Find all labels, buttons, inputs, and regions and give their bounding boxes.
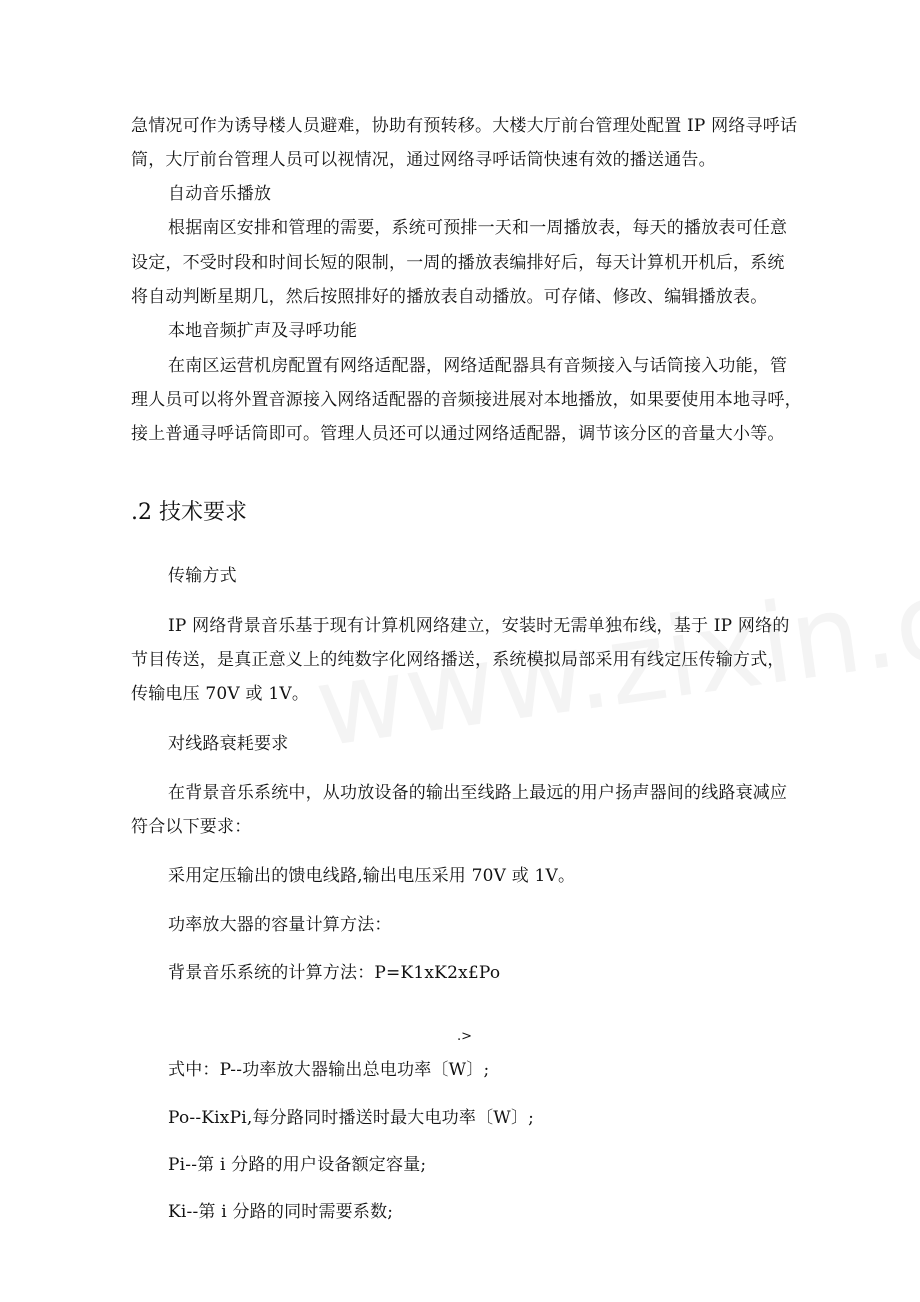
paragraph-line: 在南区运营机房配置有网络适配器，网络适配器具有音频接入与话筒接入功能，管 [168,356,788,376]
paragraph-line: 设定，不受时段和时间长短的限制，一周的播放表编排好后，每天计算机开机后，系统 [131,253,785,273]
paragraph-line: 急情况可作为诱导楼人员避难，协助有预转移。大楼大厅前台管理处配置 IP 网络寻呼话 [131,116,798,136]
paragraph-line: 节目传送，是真正意义上的纯数字化网络播送，系统模拟局部采用有线定压传输方式， [131,650,785,670]
subheading-local-audio: 本地音频扩声及寻呼功能 [168,321,358,341]
paragraph-line: 功率放大器的容量计算方法： [168,915,392,935]
paragraph-line: 接上普通寻呼话筒即可。管理人员还可以通过网络适配器，调节该分区的音量大小等。 [131,424,785,444]
paragraph-line: 将自动判断星期几，然后按照排好的播放表自动播放。可存储、修改、编辑播放表。 [131,287,768,307]
paragraph-line: 采用定压输出的馈电线路,输出电压采用 70V 或 1V。 [168,866,576,886]
definition-line: 式中：P--功率放大器输出总电功率〔W〕; [168,1060,490,1080]
paragraph-line: 在背景音乐系统中，从功放设备的输出至线路上最远的用户扬声器间的线路衰减应 [168,783,788,803]
definition-line: Ki--第 i 分路的同时需要系数; [168,1202,394,1222]
stray-mark: .> [457,1029,473,1044]
paragraph-line: 筒，大厅前台管理人员可以视情况，通过网络寻呼话筒快速有效的播送通告。 [131,150,716,170]
definition-line: Po--KixPi,每分路同时播送时最大电功率〔W〕; [168,1108,535,1128]
subheading-transmission: 传输方式 [168,566,237,586]
watermark [308,512,920,768]
paragraph-line: 传输电压 70V 或 1V。 [131,684,310,704]
paragraph-line: 理人员可以将外置音源接入网络适配器的音频接进展对本地播放，如果要使用本地寻呼， [131,390,802,410]
section-title: .2 技术要求 [131,500,247,525]
paragraph-line: 符合以下要求： [131,817,252,837]
subheading-auto-music: 自动音乐播放 [168,184,272,204]
subheading-attenuation: 对线路衰耗要求 [168,734,289,754]
formula-line: 背景音乐系统的计算方法：P=K1xK2x£Po [168,963,501,983]
paragraph-line: IP 网络背景音乐基于现有计算机网络建立，安装时无需单独布线，基于 IP 网络的 [168,616,790,636]
definition-line: Pi--第 i 分路的用户设备额定容量; [168,1155,427,1175]
paragraph-line: 根据南区安排和管理的需要，系统可预排一天和一周播放表，每天的播放表可任意 [168,218,788,238]
